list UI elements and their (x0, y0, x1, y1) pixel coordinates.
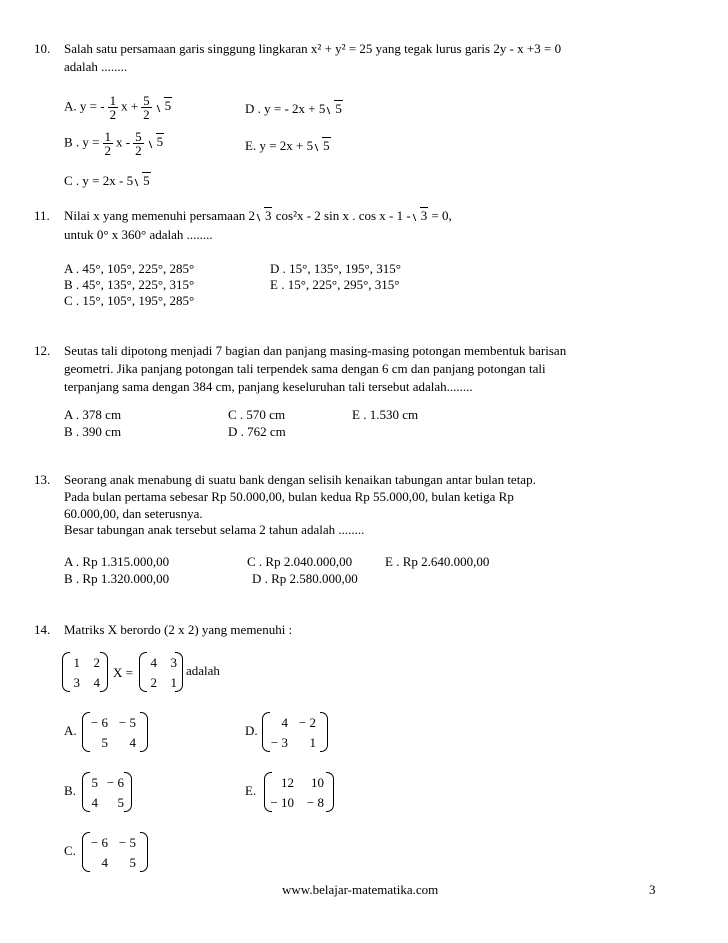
q14-text-line1: Matriks X berordo (2 x 2) yang memenuhi : (64, 622, 293, 637)
q10-option-a: A. y = - $\frac{1}{2}$ x + $\frac{5}{2}$ 5 (64, 93, 172, 122)
q13-option-d: D . Rp 2.580.000,00 (252, 571, 358, 586)
q13-text-line1: Seorang anak menabung di suatu bank dengan selisih kenaikan tabungan antar bulan tetap. (64, 472, 536, 487)
q11-text-line2: untuk 0° x 360° adalah ........ (64, 227, 213, 242)
q12-text-line3: terpanjang sama dengan 384 cm, panjang keseluruhan tali tersebut adalah........ (64, 379, 473, 394)
q14-option-d-label: D. (245, 723, 258, 738)
q13-option-e: E . Rp 2.640.000,00 (385, 554, 490, 569)
q11-option-e: E . 15°, 225°, 295°, 315° (270, 277, 400, 292)
q13-option-a: A . Rp 1.315.000,00 (64, 554, 170, 569)
page-number: 3 (649, 882, 656, 897)
q12-number: 12. (34, 343, 51, 358)
q12-option-e: E . 1.530 cm (352, 407, 419, 422)
q14-number: 14. (34, 622, 51, 637)
q12-option-d: D . 762 cm (228, 424, 286, 439)
q13-text-line4: Besar tabungan anak tersebut selama 2 tahun adalah ........ (64, 522, 365, 537)
q13-option-b: B . Rp 1.320.000,00 (64, 571, 170, 586)
q14-option-e-label: E. (245, 783, 257, 798)
q14-equation-x: X = (113, 665, 133, 680)
q10-number: 10. (34, 41, 51, 56)
q14-option-b-label: B. (64, 783, 76, 798)
q11-option-b: B . 45°, 135°, 225°, 315° (64, 277, 195, 292)
q11-number: 11. (34, 208, 50, 223)
q10-option-c: C . y = 2x - 5 5 (64, 173, 150, 188)
q13-option-c: C . Rp 2.040.000,00 (247, 554, 353, 569)
q12-text-line1: Seutas tali dipotong menjadi 7 bagian dan panjang masing-masing potongan membentuk barisan (64, 343, 567, 358)
q12-text-line2: geometri. Jika panjang potongan tali terpendek sama dengan 6 cm dan panjang potongan tali (64, 361, 546, 376)
q10-option-e: E. y = 2x + 5 5 (245, 138, 330, 153)
q13-text-line2: Pada bulan pertama sebesar Rp 50.000,00, bulan kedua Rp 55.000,00, bulan ketiga Rp (64, 489, 514, 504)
q14-matrix-b: 4 3 2 1 (139, 652, 183, 692)
q14-option-e-matrix: 12 10 − 10 − 8 (264, 772, 334, 812)
q12-option-b: B . 390 cm (64, 424, 122, 439)
q12-option-c: C . 570 cm (228, 407, 286, 422)
q14-matrix-a: 1 2 3 4 (62, 652, 108, 692)
q11-text-line1: Nilai x yang memenuhi persamaan 2 3 cos²x - 2 sin x . cos x - 1 - 3 = 0, (64, 208, 452, 223)
q11-option-a: A . 45°, 105°, 225°, 285° (64, 261, 195, 276)
q14-option-a-label: A. (64, 723, 77, 738)
q13-number: 13. (34, 472, 51, 487)
q14-option-d-matrix: 4 − 2 − 3 1 (262, 712, 328, 752)
q14-option-a-matrix: − 6 − 5 5 4 (82, 712, 148, 752)
q11-option-c: C . 15°, 105°, 195°, 285° (64, 293, 195, 308)
q10-option-d: D . y = - 2x + 5 5 (245, 101, 342, 116)
q13-text-line3: 60.000,00, dan seterusnya. (64, 506, 203, 521)
q14-option-c-label: C. (64, 843, 76, 858)
q10-text-line1: Salah satu persamaan garis singgung lingkaran x² + y² = 25 yang tegak lurus garis 2y - x +3 = 0 (64, 41, 562, 56)
q12-option-a: A . 378 cm (64, 407, 122, 422)
q10-text-line2: adalah ........ (64, 59, 128, 74)
q10-option-b: B . y = $\frac{1}{2}$ x - $\frac{5}{2}$ 5 (64, 129, 164, 158)
q11-option-d: D . 15°, 135°, 195°, 315° (270, 261, 401, 276)
q14-adalah: adalah (186, 663, 220, 678)
q14-option-c-matrix: − 6 − 5 4 5 (82, 832, 148, 872)
footer-url[interactable]: www.belajar-matematika.com (282, 882, 439, 897)
q14-option-b-matrix: 5 − 6 4 5 (82, 772, 132, 812)
